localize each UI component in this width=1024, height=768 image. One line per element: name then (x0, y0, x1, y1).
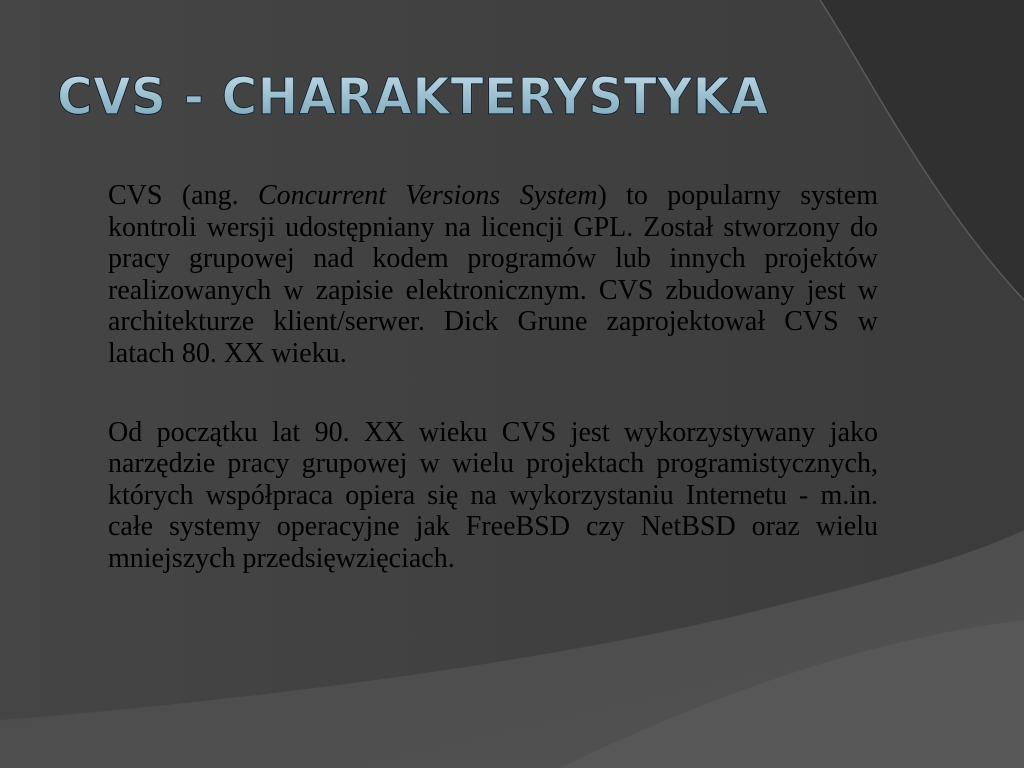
paragraph-1-pre: (ang. (162, 180, 258, 211)
paragraph-1-lead: CVS (108, 180, 163, 211)
paragraph-1-italic: Concurrent Versions System (257, 180, 598, 211)
slide-title: CVS - CHARAKTERYSTYKA (57, 62, 769, 134)
paragraph-1-rest: ) to popularny system kontroli wersji udostępniany na licencji GPL. Został stworzony do pracy grupowej nad kodem programów lub innych projektów realizowanych w zapisie elektronicznym. CVS zbudowany jest w architekturze klient/serwer. Dick Grune zaprojektował CVS w latach 80. XX wieku. (108, 180, 878, 369)
paragraph-1 (108, 180, 878, 370)
slide-body (108, 180, 878, 575)
paragraph-2: Od początku lat 90. XX wieku CVS jest wykorzystywany jako narzędzie pracy grupowej w wielu projektach programistycznych, których współpraca opiera się na wykorzystaniu Internetu - m.in. całe systemy operacyjne jak FreeBSD czy NetBSD oraz wielu mniejszych przedsięwzięciach. (108, 416, 878, 574)
